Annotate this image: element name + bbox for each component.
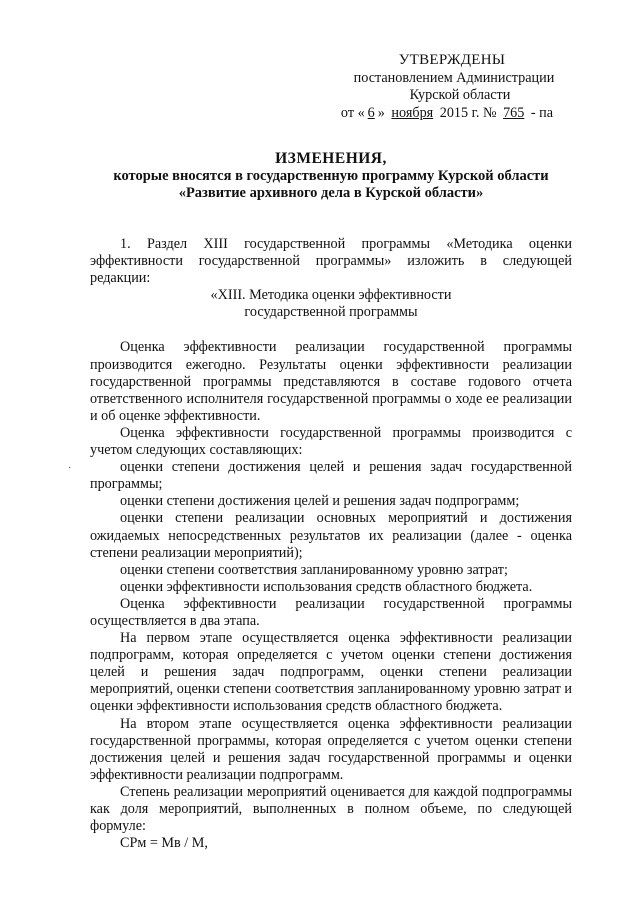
intro-paragraph: 1. Раздел XIII государственной программы «Методика оценки эффективности государственной программы» изложить в следующей редакции: — [90, 236, 572, 287]
document-heading — [96, 150, 566, 203]
heading-line-1: которые вносятся в государственную программу Курской области — [113, 167, 549, 184]
list-item-1: оценки степени достижения целей и решения задач государственной программы; — [90, 459, 572, 493]
date-day: 6 — [367, 104, 375, 121]
date-prefix: от « — [340, 104, 365, 121]
decree-number-suffix: - па — [530, 104, 554, 121]
heading-line-2: «Развитие архивного дела в Курской области» — [178, 185, 484, 201]
paragraph-3: Оценка эффективности реализации государственной программы осуществляется в два этапа. — [90, 595, 572, 629]
approval-title: УТВЕРЖДЕНЫ — [398, 52, 506, 68]
list-item-5: оценки эффективности использования средств областного бюджета. — [120, 578, 533, 595]
approval-block — [320, 52, 570, 122]
scan-speck: · — [68, 463, 72, 474]
formula: СРм = Мв / М, — [120, 835, 208, 852]
date-month: ноября — [391, 104, 434, 121]
paragraph-2: Оценка эффективности государственной программы производится с учетом следующих составляющих: — [90, 424, 572, 459]
date-year: 2015 г. № — [439, 104, 497, 121]
paragraph-1: Оценка эффективности реализации государственной программы производится ежегодно. Результаты оценки эффективности реализации государственной программы представляются в составе годового отчета ответственного исполнителя государственной программы о ходе ее реализации и об оценке эффективности. — [90, 339, 572, 424]
decree-number: 765 — [503, 104, 525, 121]
approval-line-region: Курской области — [409, 87, 511, 103]
heading-title: ИЗМЕНЕНИЯ, — [275, 150, 387, 167]
list-item-2: оценки степени достижения целей и решения задач подпрограмм; — [120, 493, 520, 510]
date-day-suffix: » — [377, 104, 385, 121]
list-item-4: оценки степени соответствия запланированному уровню затрат; — [120, 561, 508, 578]
paragraph-5: На втором этапе осуществляется оценка эффективности реализации государственной программы, которая определяется с учетом оценки степени достижения целей и решения задач государственной программы и оценки эффективности реализации подпрограмм. — [90, 715, 572, 783]
list-item-3: оценки степени реализации основных мероприятий и достижения ожидаемых непосредственных результатов их реализации (далее - оценка степени реализации мероприятий); — [90, 510, 572, 561]
paragraph-6: Степень реализации мероприятий оценивается для каждой подпрограммы как доля мероприятий, выполненных в полном объеме, по следующей формуле: — [90, 783, 572, 835]
section-title-line-1: «XIII. Методика оценки эффективности — [210, 287, 452, 304]
document-body — [90, 236, 572, 852]
paragraph-4: На первом этапе осуществляется оценка эффективности реализации подпрограмм, которая определяется с учетом оценки степени достижения целей и решения задач подпрограмм, оценки степени реализации мероприятий, оценки степени соответствия запланированному уровню затрат и оценки эффективности использования средств областного бюджета. — [90, 630, 572, 715]
approval-line-decree: постановлением Администрации — [353, 69, 555, 86]
approval-date-line — [324, 105, 570, 123]
section-title-line-2: государственной программы — [244, 304, 418, 321]
